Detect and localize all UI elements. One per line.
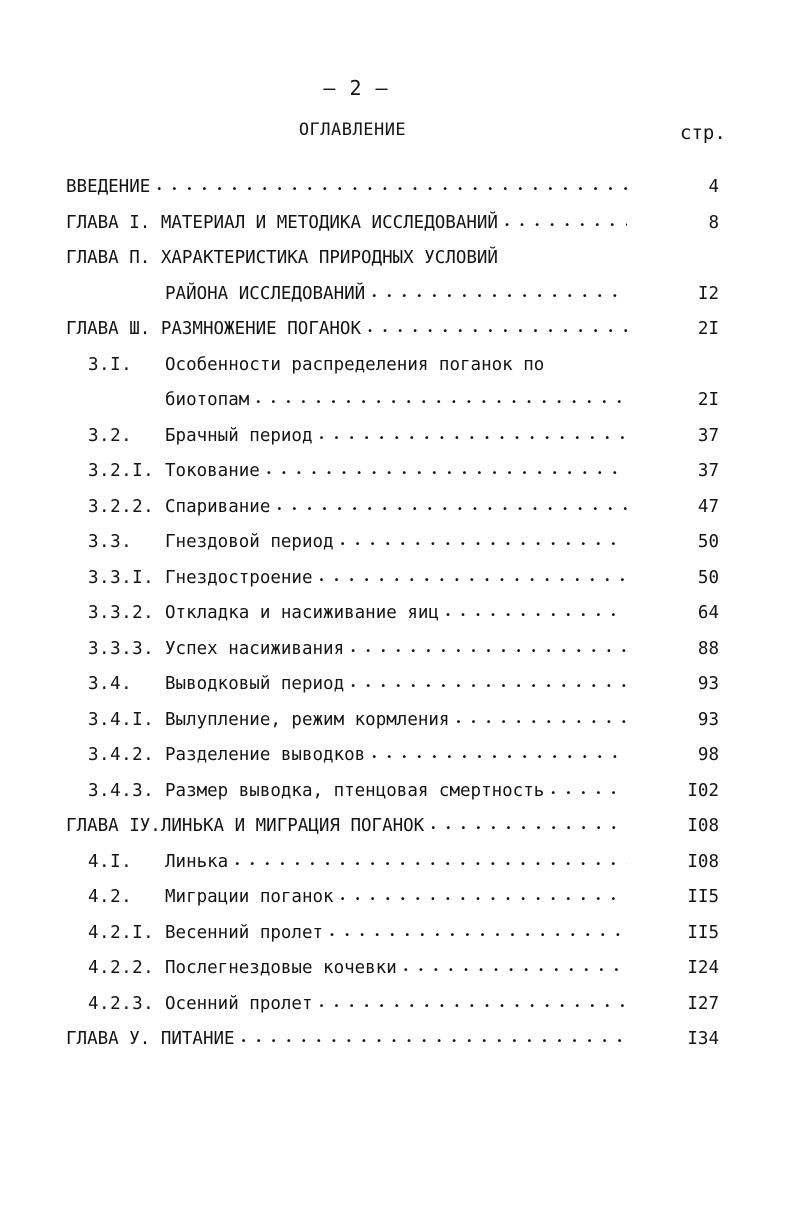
toc-entry-title: Размер выводка, птенцовая смертность bbox=[165, 780, 545, 801]
toc-entry-page: 98 bbox=[697, 745, 719, 765]
dot-leader bbox=[266, 454, 627, 492]
toc-entry-number: 3.2.I. bbox=[88, 461, 155, 481]
toc-entry-title: Линька bbox=[165, 851, 229, 872]
toc-entry-number: 3.4.I. bbox=[88, 709, 155, 730]
toc-entry-number: 3.3.2. bbox=[88, 603, 155, 623]
toc-entry-title: Спаривание bbox=[165, 496, 271, 517]
toc-entry-title: Брачный период bbox=[165, 425, 313, 446]
toc-entry-section bbox=[0, 845, 795, 881]
toc-entry-number: 3.3.I. bbox=[88, 567, 155, 588]
page-column-label: стр. bbox=[680, 122, 726, 144]
toc-entry-number: 3.4.2. bbox=[88, 745, 155, 765]
toc-title: ОГЛАВЛЕНИЕ bbox=[298, 120, 407, 140]
toc-entry-title: ГЛАВА П. ХАРАКТЕРИСТИКА ПРИРОДНЫХ УСЛОВИЙ bbox=[66, 248, 498, 268]
dot-leader bbox=[445, 596, 627, 634]
toc-entry-subsection bbox=[0, 703, 795, 739]
toc-entry-title: Вылупление, режим кормления bbox=[165, 709, 450, 730]
toc-entry-page: I2 bbox=[697, 283, 719, 304]
toc-entry-number: 4.2.I. bbox=[88, 922, 155, 943]
toc-entry-title: ГЛАВА I. МАТЕРИАЛ И МЕТОДИКА ИССЛЕДОВАНИЙ bbox=[66, 212, 498, 233]
dot-leader bbox=[340, 880, 627, 918]
dot-leader bbox=[329, 916, 627, 954]
toc-entry-subsection bbox=[0, 561, 795, 597]
dot-leader bbox=[504, 206, 627, 244]
toc-entry-page: II5 bbox=[687, 922, 719, 943]
toc-entry-subsection bbox=[0, 951, 795, 987]
toc-entry-title: Разделение выводков bbox=[165, 745, 366, 765]
toc-entry-subsection bbox=[0, 987, 795, 1023]
toc-entry-section bbox=[0, 525, 795, 561]
toc-entry-subsection bbox=[0, 490, 795, 526]
toc-entry-page: I24 bbox=[687, 958, 719, 978]
dot-leader bbox=[371, 738, 627, 776]
dot-leader bbox=[276, 490, 627, 528]
toc-entry-title: биотопам bbox=[165, 390, 250, 410]
toc-entry-page: 88 bbox=[697, 638, 719, 659]
toc-entry-title: Откладка и насиживание яиц bbox=[165, 603, 439, 623]
toc-entry-page: 4 bbox=[708, 177, 719, 197]
toc-entry-title: ГЛАВА Ш. РАЗМНОЖЕНИЕ ПОГАНОК bbox=[66, 319, 362, 339]
toc-entry-page: 2I bbox=[697, 319, 719, 339]
dot-leader bbox=[371, 277, 627, 315]
toc-entry-chapter-4 bbox=[0, 809, 795, 845]
toc-entry-title: Успех насиживания bbox=[165, 638, 345, 659]
toc-entry-chapter-3 bbox=[0, 312, 795, 348]
dot-leader bbox=[319, 419, 627, 457]
toc-entry-chapter-5 bbox=[0, 1022, 795, 1058]
toc-entry-page: 50 bbox=[697, 532, 719, 552]
toc-entry-chapter-1 bbox=[0, 206, 795, 242]
toc-entry-section bbox=[0, 348, 795, 384]
toc-entry-page: 93 bbox=[697, 674, 719, 694]
toc-entry-number: 3.I. bbox=[88, 354, 133, 375]
toc-entry-title: Токование bbox=[165, 461, 260, 481]
dot-leader bbox=[430, 809, 627, 847]
toc-entry-section-continued bbox=[0, 383, 795, 419]
toc-entry-page: 8 bbox=[708, 212, 719, 233]
toc-entry-subsection bbox=[0, 738, 795, 774]
dot-leader bbox=[350, 667, 627, 705]
page-number: – 2 – bbox=[323, 76, 389, 100]
toc-entry-page: I08 bbox=[687, 851, 719, 872]
dot-leader bbox=[319, 987, 627, 1025]
toc-entry-page: II5 bbox=[687, 887, 719, 907]
toc-entry-number: 3.3. bbox=[88, 532, 133, 552]
toc-entry-title: Особенности распределения поганок по bbox=[165, 354, 545, 375]
toc-entry-page: I27 bbox=[687, 993, 719, 1014]
dot-leader bbox=[350, 632, 627, 670]
toc-entry-number: 4.2.2. bbox=[88, 958, 155, 978]
dot-leader bbox=[234, 845, 627, 883]
toc-entry-title: ВВЕДЕНИЕ bbox=[66, 177, 151, 197]
toc-entry-title: Осенний пролет bbox=[165, 993, 313, 1014]
toc-entry-page: 47 bbox=[697, 496, 719, 517]
toc-entry-subsection bbox=[0, 916, 795, 952]
dot-leader bbox=[241, 1022, 627, 1060]
toc-entry-subsection bbox=[0, 454, 795, 490]
dot-leader bbox=[340, 525, 627, 563]
dot-leader bbox=[156, 170, 627, 208]
toc-entry-title: РАЙОНА ИССЛЕДОВАНИЙ bbox=[165, 283, 366, 304]
toc-entry-number: 3.2. bbox=[88, 425, 133, 446]
toc-entry-title: Послегнездовые кочевки bbox=[165, 958, 397, 978]
toc-entry-number: 4.2.3. bbox=[88, 993, 155, 1014]
toc-entry-introduction bbox=[0, 170, 795, 206]
toc-entry-page: 93 bbox=[697, 709, 719, 730]
toc-entry-chapter-2-continued bbox=[0, 277, 795, 313]
toc-entry-page: 37 bbox=[697, 461, 719, 481]
toc-entry-page: I08 bbox=[687, 816, 719, 836]
toc-entry-section bbox=[0, 419, 795, 455]
toc-entry-chapter-2 bbox=[0, 241, 795, 277]
toc-entry-title: Гнездостроение bbox=[165, 567, 313, 588]
toc-entry-title: Весенний пролет bbox=[165, 922, 324, 943]
dot-leader bbox=[455, 703, 627, 741]
toc-entry-number: 3.2.2. bbox=[88, 496, 155, 517]
toc-entry-title: ГЛАВА IУ.ЛИНЬКА И МИГРАЦИЯ ПОГАНОК bbox=[66, 816, 425, 836]
dot-leader bbox=[550, 774, 627, 812]
dot-leader bbox=[319, 561, 627, 599]
toc-entry-number: 3.3.3. bbox=[88, 638, 155, 659]
toc-entry-number: 3.4. bbox=[88, 674, 133, 694]
toc-entry-title: Гнездовой период bbox=[165, 532, 334, 552]
toc-entry-subsection bbox=[0, 632, 795, 668]
table-of-contents bbox=[0, 170, 795, 1058]
toc-entry-section bbox=[0, 667, 795, 703]
toc-entry-page: 2I bbox=[697, 390, 719, 410]
toc-entry-title: Миграции поганок bbox=[165, 887, 334, 907]
toc-entry-section bbox=[0, 880, 795, 916]
dot-leader bbox=[255, 383, 627, 421]
dot-leader bbox=[367, 312, 627, 350]
toc-entry-page: 50 bbox=[697, 567, 719, 588]
dot-leader bbox=[403, 951, 627, 989]
toc-entry-subsection bbox=[0, 774, 795, 810]
toc-entry-number: 4.2. bbox=[88, 887, 133, 907]
toc-entry-title: ГЛАВА У. ПИТАНИЕ bbox=[66, 1029, 235, 1049]
toc-entry-page: 37 bbox=[697, 425, 719, 446]
toc-entry-number: 4.I. bbox=[88, 851, 133, 872]
toc-entry-page: I34 bbox=[687, 1029, 719, 1049]
toc-entry-page: 64 bbox=[697, 603, 719, 623]
toc-entry-number: 3.4.3. bbox=[88, 780, 155, 801]
toc-entry-title: Выводковый период bbox=[165, 674, 345, 694]
toc-entry-subsection bbox=[0, 596, 795, 632]
toc-entry-page: I02 bbox=[687, 780, 719, 801]
